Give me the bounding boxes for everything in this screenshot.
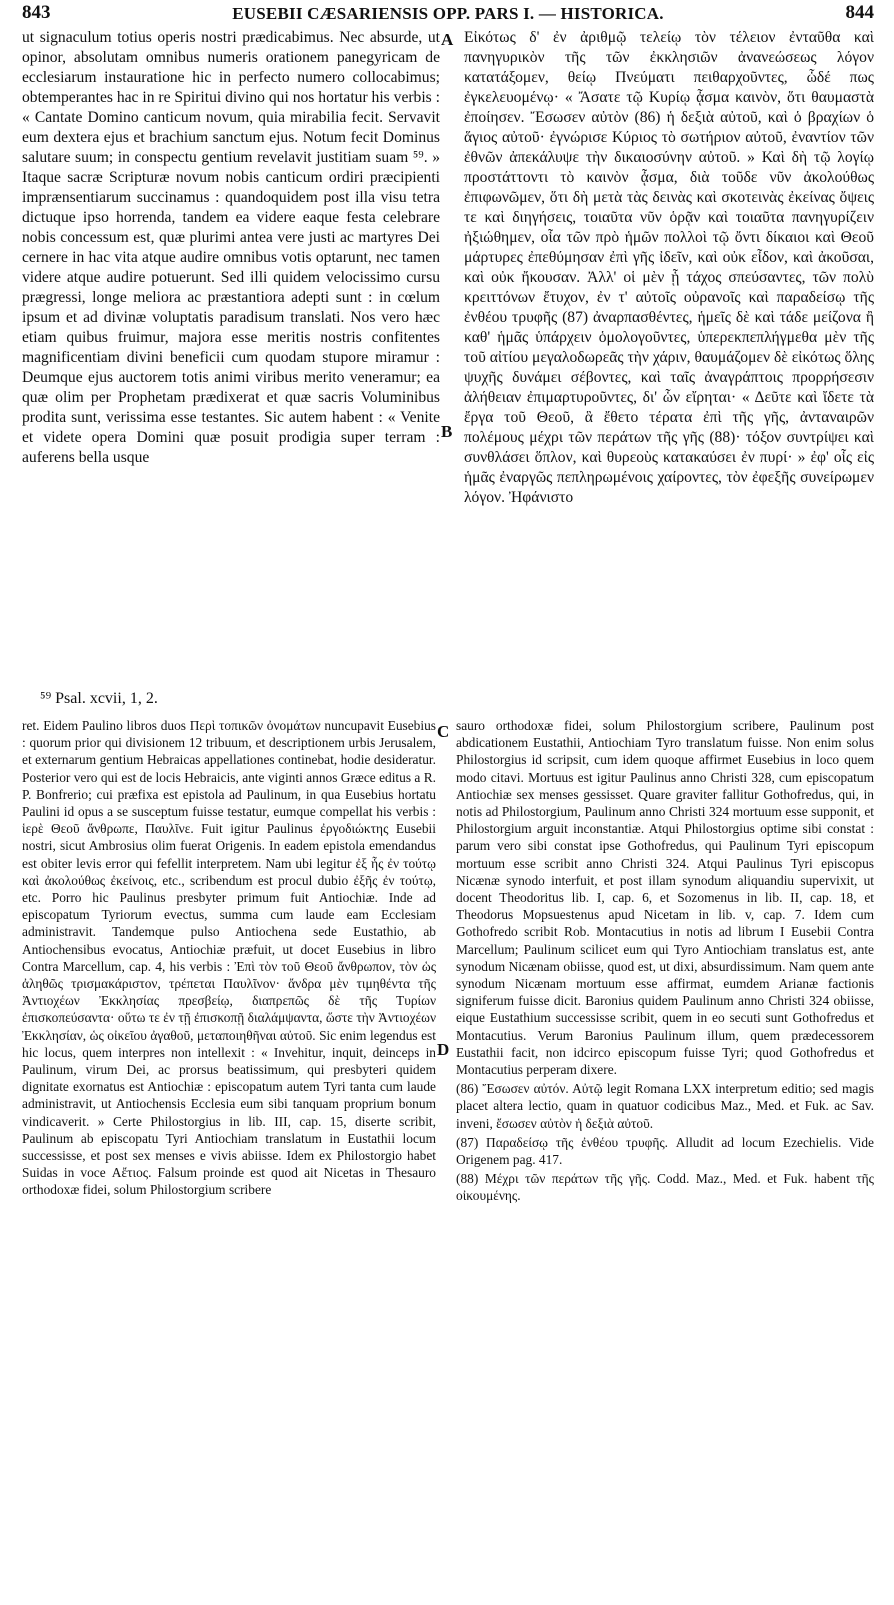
scripture-footnote: ⁵⁹ Psal. xcvii, 1, 2. <box>40 690 158 707</box>
latin-translation-column <box>22 28 440 686</box>
note-88: (88) Μέχρι τῶν περάτων τῆς γῆς. Codd. Maz., Med. et Fuk. habent τῆς οἰκουμένης. <box>456 1171 874 1204</box>
note-86: (86) Ἔσωσεν αὐτόν. Αὐτῷ legit Romana LXX interpretum editio; sed magis placet altera lectio, quam in quatuor codicibus Maz., Med. et Fuk. ac Sav. inveni, ἔσωσεν αὐτὸν ἡ δεξιὰ αὐτοῦ. <box>456 1081 874 1131</box>
margin-marker-b: B <box>441 422 453 441</box>
margin-marker-c: C <box>437 722 450 741</box>
note-87: (87) Παραδείσῳ τῆς ἐνθέου τρυφῆς. Alludit ad locum Ezechielis. Vide Origenem pag. 417. <box>456 1134 874 1168</box>
page-number-right: 844 <box>845 2 874 23</box>
margin-marker-d: D <box>437 1040 450 1059</box>
commentary-right-text: sauro orthodoxæ fidei, solum Philostorgium scribere, Paulinum post abdicationem Eustathii, Antiochiam Tyro translatum fuisse. Non enim solus Philostorgius id scripsit, cum idem quoque affirmet Eusebius in loco quem modo citavi. Mortuus est igitur Paulinus anno Christi 328, cum episcopatum Antiochiæ sex menses gessisset. Quare graviter fallitur Gothofredus, qui, in notis ad Philostorgium, Paulinum anno Christi 324 mortuum esse supponit, et Philostorgium arguit inconstantiæ. Atqui Philostorgius optime sibi constat : parum vero sibi constat ipse Gothofredus, qui Paulinum Tyri episcopum mortuum esse scribit anno Christi 324. Atqui Paulinus Tyri episcopus Nicænæ synodo interfuit, et post illam synodum aliquandiu supervixit, ut docent Theodoritus lib. I, cap. 6, et Sozomenus in lib. II, cap. 18, et Theodorus Mopsuestenus apud Nicetam in lib. v, cap. 7. Idem cum Gothofredo scribit Rob. Montacutius in notis ad librum I Eusebii Contra Marcellum; Paulinum scilicet eum qui Tyro Antiochiam translatus est, ante synodum Nicænam obiisse, quod est, ut dixi, absurdissimum. Nam quem ante synodum Nicænam mortuum esse affirmat, eumdem Arianæ factionis signiferum fuisse dicit. Baronius quidem Paulinum anno Christi 324 obiisse, eique Eustathium successisse scribit, quem in eo secuti sunt Gothofredus et Montacutius. Verum Baronius Paulinum illum, quem prædecessorem Eustathii facit, non idcirco episcopum fuisse Tyri; quod Gothofredus et Montacutius perperam dixere. <box>456 718 874 1078</box>
latin-text: ut signaculum totius operis nostri prædicabimus. Nec absurde, ut opinor, absolutam omnibus numeris orationem panegyricam de ecclesiarum instauratione hic in perfecto numero collocabimus; obtemperantes hac in re Spiritui divino qui nos hortatur his verbis : « Cantate Domino canticum novum, quia mirabilia fecit. Servavit eum dextera ejus et brachium sanctum ejus. Notum fecit Dominus salutare suum; in conspectu gentium revelavit justitiam suam ⁵⁹. » Itaque sacræ Scripturæ novum nobis canticum ordiri præcipienti imprænsentiarum succinamus : quandoquidem post illa visu tetra dictuque ipso horrenda, tandem ea videre eaque festa celebrare nobis concessum est, quæ plurimi antea vere justi ac martyres Dei cernere in hac vita atque audire omnibus votis optarunt, nec tamen videre atque audire potuerunt. Sed illi quidem velocissimo cursu prægressi, longe meliora ac præstantiora adepti sunt : in cœlum ipsum et ad divinæ voluptatis paradisum translati. Nos vero hæc etiam quibus fruimur, majora esse meritis nostris confitentes magnificentiam divini beneficii cum quodam stupore miramur : Deumque ejus auctorem totis animi viribus merito veneramur; ea quæ olim per Prophetam prædixerat et quæ sacris Voluminibus prodita sunt, verissima esse testantes. Sic autem habent : « Venite et videte opera Domini quæ posuit prodigia super terram : auferens bella usque <box>22 29 440 466</box>
greek-text: Εἰκότως δ' ἐν ἀριθμῷ τελείῳ τὸν τέλειον ἐνταῦθα καὶ πανηγυρικὸν τῆς τῶν ἐκκλησιῶν ἀνανεώσεως λόγον κατατάξομεν, θείῳ Πνεύματι πειθαρχοῦντες, ὧδέ πως ἐγκελευομένῳ· « Ἄσατε τῷ Κυρίῳ ᾆσμα καινὸν, ὅτι θαυμαστὰ ἐποίησεν. Ἔσωσεν αὐτὸν (86) ἡ δεξιὰ αὐτοῦ, καὶ ὁ βραχίων ὁ ἅγιος αὐτοῦ· ἐγνώρισε Κύριος τὸ σωτήριον αὐτοῦ, ἐναντίον τῶν ἐθνῶν ἀπεκάλυψε τὴν δικαιοσύνην αὐτοῦ. » Καὶ δὴ τῷ λογίῳ προστάττοντι τὸ καινὸν ᾆσμα, διὰ τοῦδε νῦν ἀκολούθως ἐπιφωνῶμεν, ὅτι δὴ μετὰ τὰς δεινὰς καὶ σκοτεινὰς ἐκείνας ὄψεις τε καὶ διηγήσεις, τοιαῦτα νῦν ὁρᾷν καὶ τοιαῦτα πανηγυρίζειν ἠξιώθημεν, οἷα τῶν πρὸ ἡμῶν πολλοὶ τῷ ὄντι δίκαιοι καὶ Θεοῦ μάρτυρες ἐπεθύμησαν ἐπὶ γῆς ἰδεῖν, καὶ οὐκ εἶδον, καὶ ἀκοῦσαι, καὶ οὐκ ἤκουσαν. Ἀλλ' οἱ μὲν ᾗ τάχος σπεύσαντες, τῶν πολὺ κρειττόνων ἔτυχον, ἐν τ' αὐτοῖς οὐρανοῖς καὶ παραδείσῳ τῆς ἐνθέου τρυφῆς (87) ἀναρπασθέντες, ἡμεῖς δὲ καὶ τάδε μείζονα ἢ καθ' ἡμᾶς ὑπάρχειν ὁμολογοῦντες, ὑπερεκπεπλήγμεθα μὲν τῆς τοῦ αἰτίου μεγαλοδωρεᾶς τὴν χάριν, θαυμάζομεν δὲ εἰκότως ὅλης ψυχῆς δυνάμει σέβοντες, καὶ ταῖς ἀναγράπτοις προρρήσεσιν ἀλήθειαν ἐπιμαρτυροῦντες, δι' ὧν εἴρηται· « Δεῦτε καὶ ἴδετε τὰ ἔργα τοῦ Θεοῦ, ἃ ἔθετο τέρατα ἐπὶ τῆς γῆς, ἀνταναιρῶν πολέμους μέχρι τῶν περάτων τῆς γῆς (88)· τόξον συντρίψει καὶ συνθλάσει ὅπλον, καὶ θυρεοὺς κατακαύσει ἐν πυρί· » ἐφ' οἷς εἰς ἡμᾶς ἐναργῶς πεπληρωμένοις χαίροντες, τὸν ἐφεξῆς συνείρωμεν λόγον. Ἠφάνιστο <box>464 29 874 506</box>
commentary-left-text: ret. Eidem Paulino libros duos Περὶ τοπικῶν ὀνομάτων nuncupavit Eusebius : quorum prior qui divisionem 12 tribuum, et descriptionem urbis Jerusalem, et externarum gentium Hebraicas appellationes continebat, hodie desideratur. Posterior vero qui est de locis Hebraicis, ante viginti annos Græce editus a R. P. Bonfrerio; cui præfixa est epistola ad Paulinum, in qua Eusebius hortatu Paulini id opus a se susceptum fuisse testatur, eumque compellat his verbis : ἱερὲ Θεοῦ ἄνθρωπε, Παυλῖνε. Fuit igitur Paulinus ἐργοδιώκτης Eusebii nostri, sicut Ambrosius olim fuerat Origenis. In eadem epistola emendandus est obiter levis error qui fefellit interpretem. Nam ubi legitur ἐξ ἧς ἐν τούτῳ καὶ ἀκολούθως ἐκείνοις, etc., scribendum est procul dubio ἐξῆς ἐν τούτῳ, etc. Porro hic Paulinus presbyter primum fuit Antiochiæ. Inde ad episcopatum Tyriorum evectus, summa cum laude eam Ecclesiam administravit. Tandemque pulso Antiochena sede Eustathio, ab Antiochensibus evocatus, Antiochiæ præfuit, ut docet Eusebius in libro Contra Marcellum, cap. 4, his verbis : Ἐπὶ τὸν τοῦ Θεοῦ ἄνθρωπον, τὸν ὡς ἀληθῶς τρισμακάριστον, τρέπεται Παυλῖνον· ἄνδρα μὲν τιμηθέντα τῆς Ἀντιοχέων Ἐκκλησίας πρεσβείῳ, διαπρεπῶς δὲ τῆς Τυρίων ἐπισκοπεύσαντα· οὕτω τε ἐν τῇ ἐπισκοπῇ διαλάμψαντα, ὥστε τὴν Ἀντιοχέων Ἐκκλησίαν, ὡς οἰκεῖου ἀγαθοῦ, μεταποιηθῆναι αὐτοῦ. Sic enim legendus est hic locus, quem interpres non intellexit : « Invehitur, inquit, deinceps in Paulinum, virum Dei, ac prorsus beatissimum, qui presbyteri quidem dignitate exornatus est Antiochiæ : episcopatum autem Tyri tanta cum laude administravit, ut Antiochensis Ecclesia eum sibi tanquam proprium bonum vindicaverit. » Certe Philostorgius in lib. III, cap. 15, diserte scribit, Paulinum ab episcopatu Tyri Antiochiam translatum in Eustathii locum successisse, et post sex menses e vivis abiisse. Idem ex Philostorgio habet Suidas in voce Αἔτιος. Falsum proinde est quod ait Nicetas in Thesauro orthodoxæ fidei, solum Philostorgium scribere <box>22 718 436 1198</box>
margin-marker-a: A <box>441 30 454 49</box>
page-number-left: 843 <box>22 2 51 23</box>
running-header <box>22 2 874 26</box>
greek-original-column <box>464 28 874 686</box>
commentary-left-column <box>22 717 436 1597</box>
running-title: EUSEBII CÆSARIENSIS OPP. PARS I. — HISTORICA. <box>232 4 664 23</box>
commentary-right-column <box>456 717 874 1597</box>
